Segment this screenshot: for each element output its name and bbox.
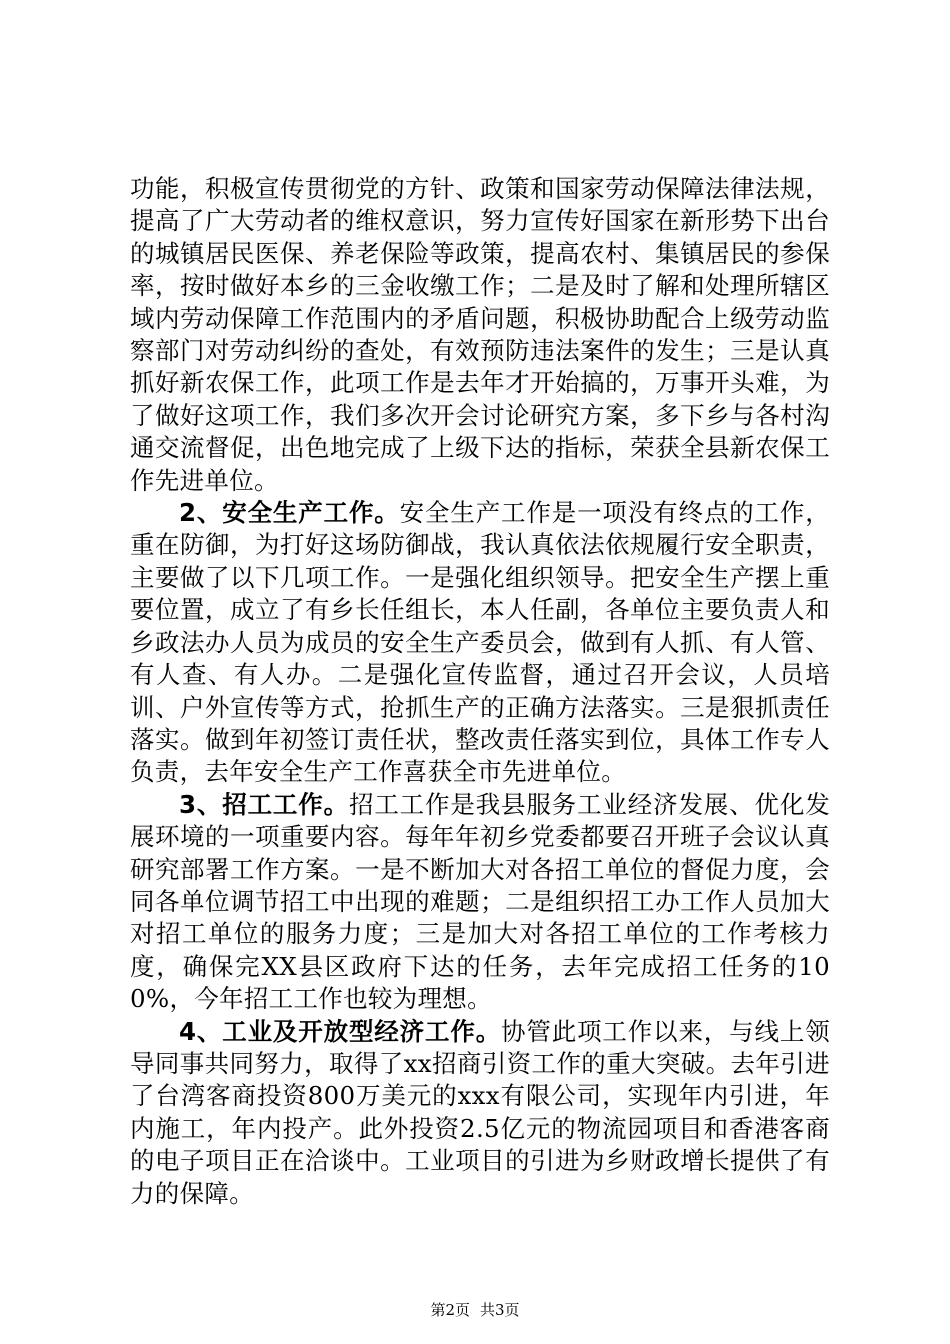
paragraph-text: 招工工作是我县服务工业经济发展、优化发展环境的一项重要内容。每年年初乡党委都要召开班子会议认真研究部署工作方案。一是不断加大对各招工单位的督促力度，会同各单位调节招工中出现的难题；二是组织招工办工作人员加大对招工单位的服务力度；三是加大对各招工单位的工作考核力度，确保完XX县区政府下达的任务，去年完成招工任务的100%，今年招工工作也较为理想。 xyxy=(130,789,830,1014)
paragraph-1 xyxy=(130,173,830,497)
paragraph-text: 安全生产工作是一项没有终点的工作，重在防御，为打好这场防御战，我认真依法依规履行安全职责，主要做了以下几项工作。一是强化组织领导。把安全生产摆上重要位置，成立了有乡长任组长，本人任副，各单位主要负责人和乡政法办人员为成员的安全生产委员会，做到有人抓、有人管、有人查、有人办。二是强化宣传监督，通过召开会议，人员培训、户外宣传等方式，抢抓生产的正确方法落实。三是狠抓责任落实。做到年初签订责任状，整改责任落实到位，具体工作专人负责，去年安全生产工作喜获全市先进单位。 xyxy=(130,498,830,787)
paragraph-3 xyxy=(130,789,830,1016)
paragraph-text: 功能，积极宣传贯彻党的方针、政策和国家劳动保障法律法规，提高了广大劳动者的维权意识，努力宣传好国家在新形势下出台的城镇居民医保、养老保险等政策，提高农村、集镇居民的参保率，按时做好本乡的三金收缴工作；二是及时了解和处理所辖区域内劳动保障工作范围内的矛盾问题，积极协助配合上级劳动监察部门对劳动纠纷的查处，有效预防违法案件的发生；三是认真抓好新农保工作，此项工作是去年才开始搞的，万事开头难，为了做好这项工作，我们多次开会讨论研究方案，多下乡与各村沟通交流督促，出色地完成了上级下达的指标，荣获全县新农保工作先进单位。 xyxy=(130,174,830,495)
paragraph-4 xyxy=(130,1016,830,1210)
paragraph-2 xyxy=(130,497,830,789)
page-number-current: 第2页 xyxy=(430,1301,470,1319)
document-body xyxy=(130,173,830,1210)
section-heading-recruitment: 3、招工工作。 xyxy=(179,789,349,819)
section-heading-safety: 2、安全生产工作。 xyxy=(179,498,400,528)
page-footer xyxy=(0,1300,950,1320)
paragraph-text: 协管此项工作以来，与线上领导同事共同努力，取得了xx招商引资工作的重大突破。去年引进了台湾客商投资800万美元的xxx有限公司，实现年内引进，年内施工，年内投产。此外投资2.5亿元的物流园项目和香港客商的电子项目正在洽谈中。工业项目的引进为乡财政增长提供了有力的保障。 xyxy=(130,1016,830,1208)
section-heading-industry: 4、工业及开放型经济工作。 xyxy=(179,1016,502,1046)
page-number-total: 共3页 xyxy=(480,1301,520,1319)
